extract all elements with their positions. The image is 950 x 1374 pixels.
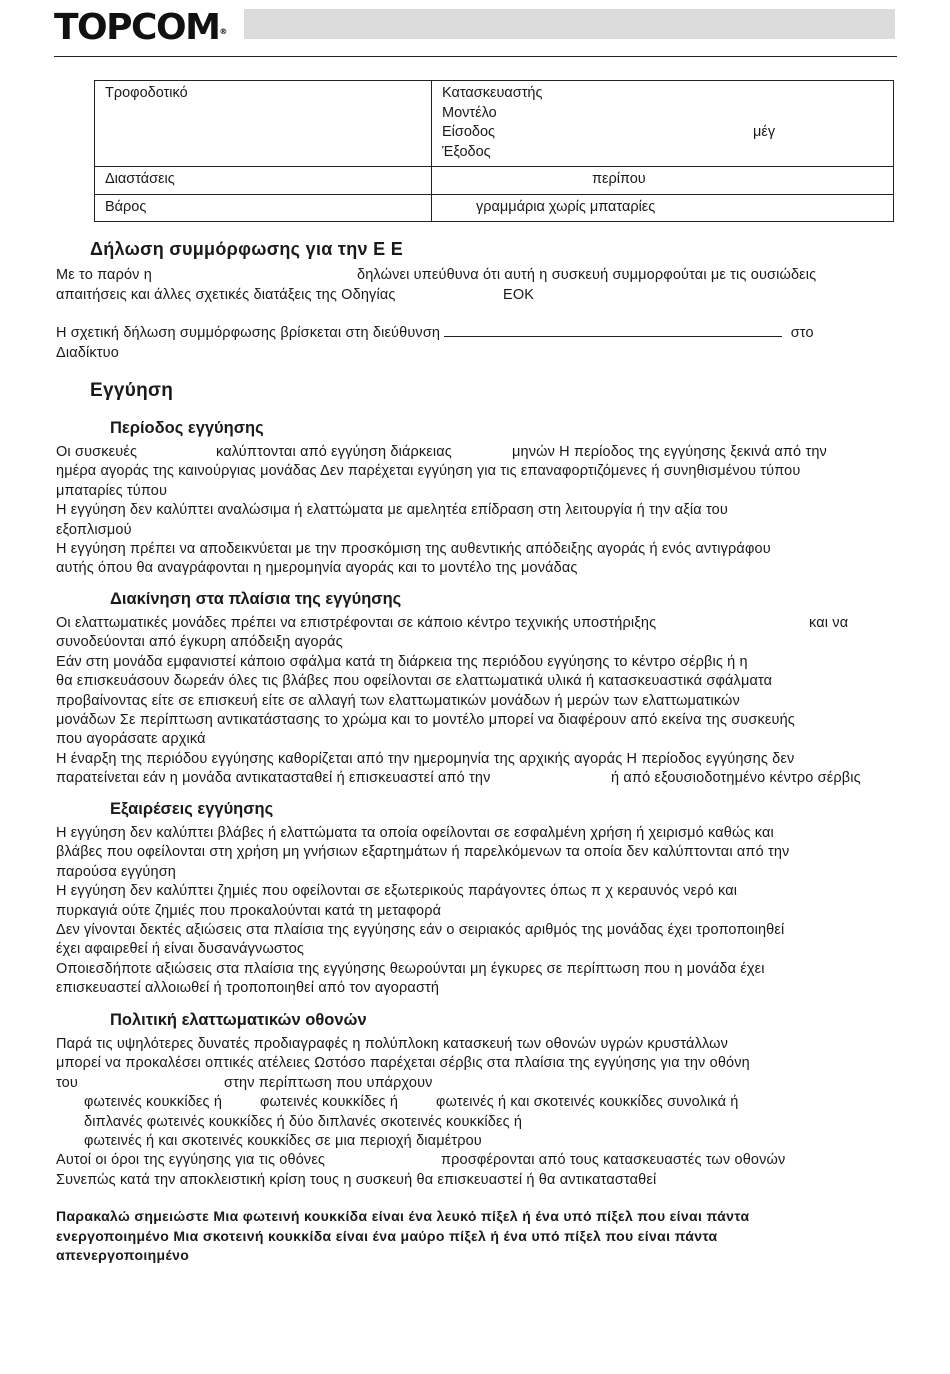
- conformity-title: Δήλωση συμμόρφωσης για την Ε Ε: [90, 239, 404, 259]
- table-row: [95, 81, 894, 167]
- text-run: μηνών Η περίοδος της εγγύησης ξεκινά από την: [512, 444, 827, 460]
- conformity-line: [56, 324, 814, 343]
- text-run: παρατείνεται εάν η μονάδα αντικατασταθεί ή επισκευαστεί από την: [56, 770, 491, 787]
- text-run: δηλώνει υπεύθυνα ότι αυτή η συσκευή συμμορφούται με τις ουσιώδεις: [357, 267, 817, 283]
- header-bar: [244, 9, 895, 39]
- text-line: επισκευαστεί αλλοιωθεί ή τροποποιηθεί από τον αγοραστή: [56, 980, 440, 997]
- text-run: Οι ελαττωματικές μονάδες πρέπει να επιστρέφονται σε κάποιο κέντρο τεχνικής υποστήριξης: [56, 615, 657, 631]
- text-line: Παρά τις υψηλότερες δυνατές προδιαγραφές η πολύπλοκη κατασκευή των οθονών υγρών κρυστάλλων: [56, 1036, 729, 1052]
- text-run: φωτεινές κουκκίδες ή: [84, 1094, 223, 1111]
- text-run: φωτεινές ή και σκοτεινές κουκκίδες συνολικά ή: [436, 1094, 739, 1111]
- text-run: καλύπτονται από εγγύηση διάρκειας: [216, 444, 452, 460]
- text-line: [56, 1093, 785, 1112]
- registered-mark: ®: [219, 27, 228, 36]
- text-run: Η σχετική δήλωση συμμόρφωσης βρίσκεται στη διεύθυνση: [56, 325, 441, 341]
- text-run: Αυτοί οι όροι της εγγύησης για τις οθόνες: [56, 1152, 326, 1169]
- text-line: θα επισκευάσουν δωρεάν όλες τις βλάβες που οφείλονται σε ελαττωματικά υλικά ή κατασκευαστικά σφάλματα: [56, 673, 773, 690]
- conformity-line: [56, 266, 816, 285]
- text-line: φωτεινές ή και σκοτεινές κουκκίδες σε μια περιοχή διαμέτρου: [84, 1133, 482, 1150]
- text-line: Εάν στη μονάδα εμφανιστεί κάποιο σφάλμα κατά τη διάρκεια της περιόδου εγγύησης το κέντρο σέρβις ή η: [56, 653, 748, 670]
- spec-label: Διαστάσεις: [95, 167, 432, 195]
- text-run: προσφέρονται από τους κατασκευαστές των οθονών: [441, 1152, 786, 1169]
- text-line: αυτής όπου θα αναγράφονται η ημερομηνία αγοράς και το μοντέλο της μονάδας: [56, 560, 578, 577]
- pixel-note: [56, 1207, 749, 1266]
- text-line: παρούσα εγγύηση: [56, 863, 177, 880]
- spec-value: [432, 167, 894, 195]
- text-line: Παρακαλώ σημειώστε Μια φωτεινή κουκκίδα είναι ένα λευκό πίξελ ή ένα υπό πίξελ που είναι πάντα: [56, 1208, 750, 1224]
- text-line: έχει αφαιρεθεί ή είναι δυσανάγνωστος: [56, 941, 305, 958]
- warranty-exclusions-title: Εξαιρέσεις εγγύησης: [110, 800, 274, 818]
- text-line: [56, 443, 827, 462]
- warranty-period-text: [56, 443, 827, 579]
- spec-line-text: μέγ: [753, 124, 776, 140]
- text-line: μονάδων Σε περίπτωση αντικατάστασης το χρώμα και το μοντέλο μπορεί να διαφέρουν από εκείνα της συσκευής: [56, 712, 795, 729]
- text-line: Οποιεσδήποτε αξιώσεις στα πλαίσια της εγγύησης θεωρούνται μη έγκυρες σε περίπτωση που η μονάδα έχει: [56, 960, 765, 977]
- text-run: και να: [809, 615, 849, 631]
- spec-value: [432, 194, 894, 222]
- spec-value-text: γραμμάρια χωρίς μπαταρίες: [476, 198, 656, 215]
- warranty-handling-text: [56, 614, 861, 789]
- lcd-policy-title: Πολιτική ελαττωματικών οθονών: [110, 1011, 367, 1029]
- text-line: ενεργοποιημένο Μια σκοτεινή κουκκίδα είναι ένα μαύρο πίξελ ή ένα υπό πίξελ που είναι πάντα: [56, 1227, 718, 1244]
- text-line: που αγοράσατε αρχικά: [56, 731, 206, 748]
- spec-label: Τροφοδοτικό: [95, 81, 432, 167]
- text-line: Η έναρξη της περιόδου εγγύησης καθορίζεται από την ημερομηνία της αρχικής αγοράς Η περίοδος εγγύησης δεν: [56, 750, 795, 767]
- text-line: διπλανές φωτεινές κουκκίδες ή δύο διπλανές σκοτεινές κουκκίδες ή: [84, 1113, 523, 1130]
- text-line: πυρκαγιά ούτε ζημιές που προκαλούνται κατά τη μεταφορά: [56, 902, 442, 919]
- text-run: ΕΟΚ: [503, 287, 535, 303]
- text-line: Η εγγύηση δεν καλύπτει αναλώσιμα ή ελαττώματα με αμελητέα επίδραση στη λειτουργία ή την αξία του: [56, 502, 728, 519]
- text-line: προβαίνοντας είτε σε επισκευή είτε σε αλλαγή των ελαττωματικών μονάδων ή μερών των ελαττωματικών: [56, 692, 740, 709]
- text-run: του: [56, 1074, 78, 1091]
- address-blank-line: [444, 325, 782, 337]
- text-line: [56, 1074, 785, 1093]
- table-row: [95, 194, 894, 222]
- logo-text: TOPCOM: [54, 7, 220, 48]
- spec-value-text: περίπου: [592, 171, 646, 187]
- text-line: Δεν γίνονται δεκτές αξιώσεις στα πλαίσια της εγγύησης εάν ο σειριακός αριθμός της μονάδας έχει τροποποιηθεί: [56, 922, 785, 939]
- warranty-period-title: Περίοδος εγγύησης: [110, 419, 264, 437]
- spec-line: Έξοδος: [442, 143, 491, 160]
- text-line: απενεργοποιημένο: [56, 1247, 190, 1263]
- text-run: στην περίπτωση που υπάρχουν: [224, 1074, 433, 1091]
- text-line: συνοδεύονται από έγκυρη απόδειξη αγοράς: [56, 634, 343, 651]
- warranty-handling-title: Διακίνηση στα πλαίσια της εγγύησης: [110, 590, 402, 608]
- header-divider: [54, 56, 897, 57]
- specs-table: [94, 80, 894, 222]
- conformity-line: Διαδίκτυο: [56, 345, 119, 361]
- spec-value: [432, 81, 894, 167]
- text-line: εξοπλισμού: [56, 521, 132, 538]
- text-line: μπορεί να προκαλέσει οπτικές ατέλειες Ωστόσο παρέχεται σέρβις στα πλαίσια της εγγύησης για την οθόνη: [56, 1055, 750, 1072]
- text-line: Συνεπώς κατά την αποκλειστική κρίση τους η συσκευή θα επισκευαστεί ή θα αντικατασταθεί: [56, 1171, 657, 1188]
- warranty-exclusions-text: [56, 824, 789, 999]
- text-run: ή από εξουσιοδοτημένο κέντρο σέρβις: [611, 770, 861, 787]
- spec-line: Κατασκευαστής: [442, 85, 543, 101]
- conformity-line: [56, 286, 534, 305]
- text-run: στο: [790, 325, 814, 341]
- warranty-title: Εγγύηση: [90, 380, 174, 401]
- spec-label: Βάρος: [95, 194, 432, 222]
- text-line: [56, 614, 861, 633]
- text-line: [56, 769, 861, 788]
- text-line: ημέρα αγοράς της καινούργιας μονάδας Δεν παρέχεται εγγύηση για τις επαναφορτιζόμενες ή συνηθισμένου τύπου: [56, 463, 801, 480]
- text-run: Με το παρόν η: [56, 267, 152, 283]
- table-row: [95, 167, 894, 195]
- text-line: βλάβες που οφείλονται στη χρήση μη γνήσιων εξαρτημάτων ή παρελκόμενων τα οποία δεν καλύπτονται από την: [56, 844, 790, 861]
- text-line: Η εγγύηση δεν καλύπτει ζημιές που οφείλονται σε εξωτερικούς παράγοντες όπως π χ κεραυνός νερό και: [56, 883, 738, 900]
- text-line: Η εγγύηση δεν καλύπτει βλάβες ή ελαττώματα τα οποία οφείλονται σε εσφαλμένη χρήση ή χειρισμό καθώς και: [56, 825, 774, 841]
- text-line: μπαταρίες τύπου: [56, 482, 168, 499]
- text-run: απαιτήσεις και άλλες σχετικές διατάξεις της Οδηγίας: [56, 287, 396, 303]
- text-line: [56, 1151, 785, 1170]
- spec-line: [442, 123, 883, 143]
- text-run: φωτεινές κουκκίδες ή: [260, 1094, 399, 1111]
- lcd-policy-text: [56, 1035, 785, 1190]
- text-run: Οι συσκευές: [56, 444, 138, 460]
- topcom-logo: [54, 8, 227, 48]
- spec-line: Μοντέλο: [442, 104, 497, 121]
- text-line: Η εγγύηση πρέπει να αποδεικνύεται με την προσκόμιση της αυθεντικής απόδειξης αγοράς ή ενός αντιγράφου: [56, 541, 771, 558]
- spec-line-text: Είσοδος: [442, 124, 496, 140]
